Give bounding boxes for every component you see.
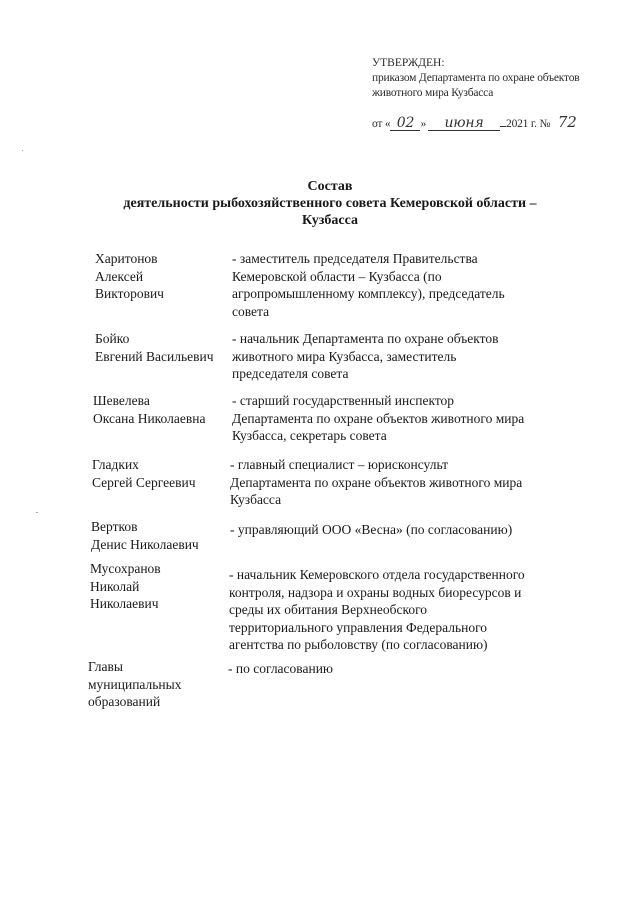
member-name: Гладких Сергей Сергеевич (92, 457, 196, 490)
member-role: - начальник Департамента по охране объектов животного мира Кузбасса, заместитель председателя совета (232, 331, 499, 381)
approval-line-2: животного мира Кузбасса (372, 87, 494, 99)
heading-line-2: деятельности рыбохозяйственного совета Кемеровской области – (123, 196, 537, 211)
member-role: - старший государственный инспектор Департамента по охране объектов животного мира Кузбасса, секретарь совета (232, 393, 525, 443)
member-role: - управляющий ООО «Весна» (по согласованию) (230, 522, 513, 537)
heading-line-1: Состав (307, 179, 353, 194)
date-month-handwritten: июня (428, 116, 500, 131)
member-name: Харитонов Алексей Викторович (95, 251, 164, 301)
date-day-handwritten: 02 (390, 116, 420, 131)
order-number-handwritten: 72 (557, 113, 577, 131)
date-mid: » (420, 118, 427, 130)
member-role: - начальник Кемеровского отдела государственного контроля, надзора и охраны водных биоресурсов и среды их обитания Верхнеобского территориального управления Федерального агентства по рыболовству (по согласованию) (229, 567, 525, 652)
heading-line-3: Кузбасса (301, 213, 359, 228)
date-year: 2021 г. № (506, 118, 551, 130)
member-name: Главы муниципальных образований (88, 659, 182, 709)
member-name: Вертков Денис Николаевич (91, 519, 199, 552)
member-role: - по согласованию (228, 661, 334, 676)
member-role: - заместитель председателя Правительства Кемеровской области – Кузбасса (по агропромышленному комплексу), председатель совета (232, 251, 505, 319)
member-name: Мусохранов Николай Николаевич (90, 561, 161, 611)
date-prefix: от « (372, 118, 391, 130)
member-role: - главный специалист – юрисконсульт Департамента по охране объектов животного мира Кузбасса (230, 457, 523, 507)
approval-title: УТВЕРЖДЕН: (372, 57, 445, 69)
approval-line-1: приказом Департамента по охране объектов (372, 72, 580, 84)
member-name: Бойко Евгений Васильевич (95, 331, 214, 364)
member-name: Шевелева Оксана Николаевна (93, 393, 206, 426)
